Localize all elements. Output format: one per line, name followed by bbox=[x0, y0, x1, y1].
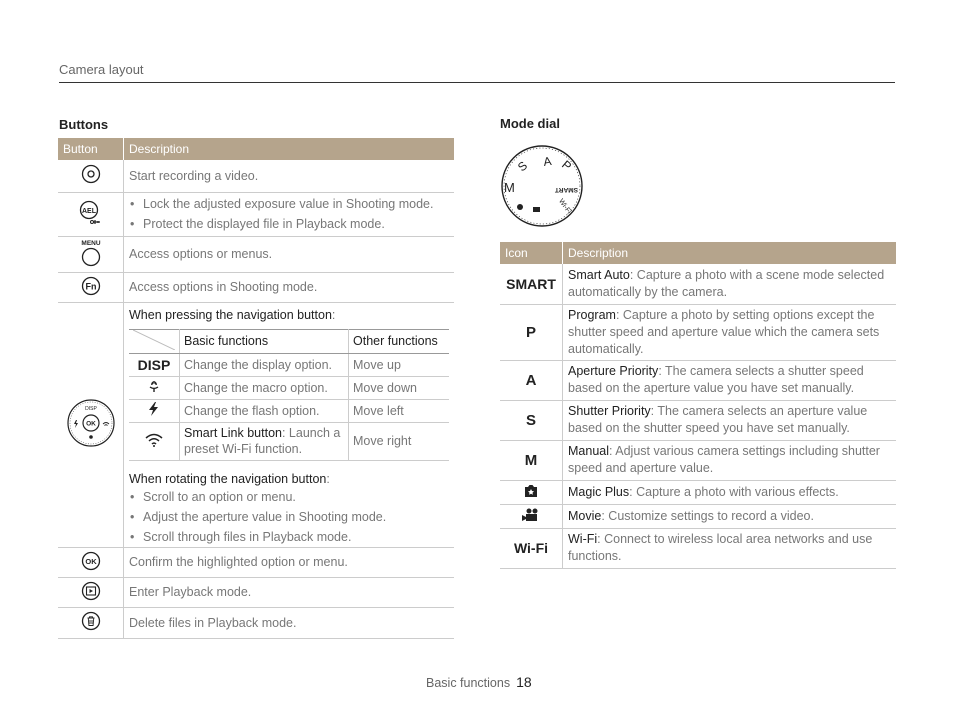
m-mode-icon: M bbox=[524, 451, 538, 469]
svg-text:OK: OK bbox=[85, 420, 96, 428]
dial-label-wifi: Wi-Fi bbox=[557, 197, 573, 216]
flash-icon bbox=[129, 399, 180, 422]
smart-mode-icon: SMART bbox=[506, 275, 556, 292]
ok-button-icon bbox=[58, 547, 124, 577]
a-mode-icon: A bbox=[525, 371, 537, 389]
inner-basic: Change the display option. bbox=[180, 353, 349, 376]
mode-dial-section-title: Mode dial bbox=[500, 116, 560, 131]
list-item: • Adjust the aperture value in Shooting mode. bbox=[143, 507, 449, 527]
table-row-navigation bbox=[58, 302, 454, 547]
buttons-table bbox=[58, 138, 454, 639]
mode-name: Magic Plus bbox=[568, 485, 630, 499]
svg-text:MENU: MENU bbox=[80, 239, 101, 247]
inner-other: Move left bbox=[349, 399, 450, 422]
table-row bbox=[500, 480, 896, 504]
svg-text:DISP: DISP bbox=[84, 406, 97, 412]
inner-other: Move up bbox=[349, 353, 450, 376]
ael-bullets bbox=[129, 194, 449, 234]
dial-label-s: S bbox=[514, 158, 531, 175]
table-row bbox=[129, 353, 449, 376]
mode-desc: : Adjust various camera settings including shutter speed and aperture value. bbox=[568, 444, 880, 475]
table-row bbox=[500, 440, 896, 480]
mode-name: Program bbox=[568, 307, 616, 322]
table-row bbox=[129, 399, 449, 422]
s-mode-icon: S bbox=[525, 411, 536, 429]
playback-button-icon bbox=[58, 577, 124, 607]
svg-text:OK: OK bbox=[84, 556, 97, 566]
table-row bbox=[500, 400, 896, 440]
dial-label-p: P bbox=[559, 157, 575, 174]
table-row bbox=[58, 547, 454, 577]
mode-name: Shutter Priority bbox=[568, 404, 651, 418]
table-row bbox=[500, 504, 896, 528]
mode-name: Movie bbox=[568, 509, 602, 523]
table-row bbox=[500, 528, 896, 568]
row-desc: Start recording a video. bbox=[124, 160, 455, 192]
mode-name: Aperture Priority bbox=[568, 364, 659, 378]
mode-dial-table bbox=[500, 242, 896, 569]
rotating-bullets bbox=[129, 487, 449, 547]
disp-label: DISP bbox=[129, 353, 180, 376]
wifi-icon bbox=[129, 422, 180, 460]
table-row bbox=[500, 360, 896, 400]
list-item: • Lock the adjusted exposure value in Shooting mode. bbox=[143, 194, 449, 214]
page-footer bbox=[426, 674, 532, 690]
movie-icon bbox=[500, 504, 563, 528]
buttons-section-title: Buttons bbox=[59, 117, 109, 132]
svg-text:Fn: Fn bbox=[85, 281, 96, 291]
nav-pressing-label: When pressing the navigation button bbox=[129, 307, 332, 322]
magic-plus-icon bbox=[500, 480, 563, 504]
mode-name: Manual bbox=[568, 444, 609, 458]
inner-other: Move right bbox=[349, 422, 450, 460]
inner-col-basic: Basic functions bbox=[180, 329, 349, 353]
mode-desc: : The camera selects an aperture value based on the shutter speed you have set manually. bbox=[568, 404, 868, 435]
table-row bbox=[129, 376, 449, 399]
dial-magic-icon bbox=[517, 204, 523, 210]
mode-desc: : Capture a photo with a scene mode selected automatically by the camera. bbox=[568, 267, 885, 299]
row-desc: Delete files in Playback mode. bbox=[124, 607, 455, 638]
col-description: Description bbox=[563, 242, 897, 264]
mode-desc: : Capture a photo by setting options except the shutter speed and aperture value which the camera sets automatically. bbox=[568, 307, 880, 356]
row-desc: Enter Playback mode. bbox=[124, 577, 455, 607]
table-row bbox=[58, 160, 454, 192]
ael-button-icon bbox=[58, 192, 124, 236]
table-row bbox=[58, 192, 454, 236]
header-title: Camera layout bbox=[59, 62, 144, 77]
mode-desc: : Customize settings to record a video. bbox=[601, 509, 814, 523]
table-row bbox=[58, 577, 454, 607]
inner-basic: : Launch a preset Wi-Fi function. bbox=[184, 426, 341, 456]
inner-basic: Change the macro option. bbox=[180, 376, 349, 399]
menu-button-icon bbox=[58, 236, 124, 272]
table-row bbox=[58, 236, 454, 272]
record-button-icon bbox=[58, 160, 124, 192]
table-row bbox=[58, 272, 454, 302]
delete-button-icon bbox=[58, 607, 124, 638]
p-mode-icon: P bbox=[525, 323, 536, 341]
table-row bbox=[129, 422, 449, 460]
table-row bbox=[500, 304, 896, 360]
dial-label-a: A bbox=[542, 153, 553, 169]
col-icon: Icon bbox=[500, 242, 563, 264]
inner-corner bbox=[129, 329, 180, 353]
smart-link-label: Smart Link button bbox=[184, 426, 282, 440]
mode-name: Smart Auto bbox=[568, 267, 630, 282]
list-item: • Protect the displayed file in Playback mode. bbox=[143, 214, 449, 234]
col-description: Description bbox=[124, 138, 455, 160]
table-row bbox=[500, 264, 896, 304]
row-desc: Access options or menus. bbox=[124, 236, 455, 272]
table-row bbox=[58, 607, 454, 638]
fn-button-icon bbox=[58, 272, 124, 302]
dial-label-smart: SMART bbox=[554, 186, 578, 193]
dial-movie-icon bbox=[533, 207, 540, 212]
inner-other: Move down bbox=[349, 376, 450, 399]
nav-rotating-label: When rotating the navigation button bbox=[129, 471, 327, 486]
navigation-button-icon bbox=[58, 302, 124, 547]
macro-icon bbox=[129, 376, 180, 399]
mode-desc: : Capture a photo with various effects. bbox=[629, 485, 839, 499]
nav-rotating-suffix: : bbox=[326, 471, 330, 486]
mode-dial-illustration bbox=[500, 144, 584, 228]
inner-col-other: Other functions bbox=[349, 329, 450, 353]
mode-desc: : The camera selects a shutter speed based on the aperture value you have set manually. bbox=[568, 364, 864, 395]
footer-label: Basic functions bbox=[426, 676, 511, 690]
page-header bbox=[59, 62, 895, 83]
row-desc: Confirm the highlighted option or menu. bbox=[124, 547, 455, 577]
col-button: Button bbox=[58, 138, 124, 160]
list-item: • Scroll to an option or menu. bbox=[143, 487, 449, 507]
svg-text:AEL: AEL bbox=[81, 207, 96, 215]
inner-basic: Change the flash option. bbox=[180, 399, 349, 422]
dial-label-m: M bbox=[504, 180, 515, 195]
nav-inner-table bbox=[129, 329, 449, 461]
row-desc: Access options in Shooting mode. bbox=[124, 272, 455, 302]
mode-name: Wi-Fi bbox=[568, 532, 598, 546]
page-number: 18 bbox=[516, 674, 532, 690]
wifi-mode-icon: Wi-Fi bbox=[513, 540, 549, 556]
list-item: • Scroll through files in Playback mode. bbox=[143, 527, 449, 547]
nav-pressing-suffix: : bbox=[331, 307, 336, 322]
mode-desc: : Connect to wireless local area networks and use functions. bbox=[568, 532, 873, 563]
